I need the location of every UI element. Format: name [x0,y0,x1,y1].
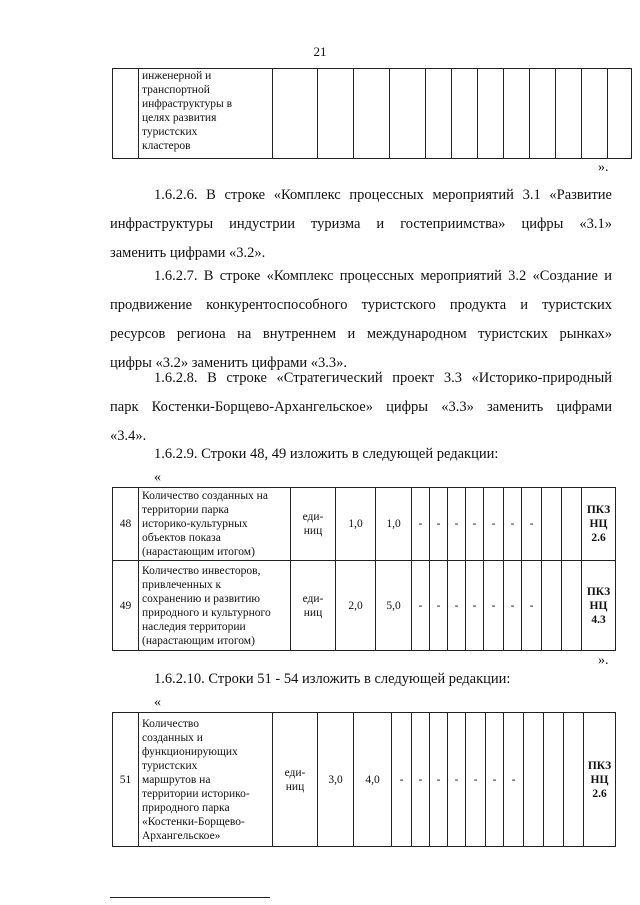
unit-line: еди- [302,592,324,605]
dash-cell: - [430,713,448,847]
dash-cell: - [392,713,412,847]
code-line: ПКЗ [586,585,611,598]
table-cell [390,69,426,159]
dash-cell: - [466,561,484,651]
description-line: целях развития [142,112,217,124]
table-cell [504,69,530,159]
description-line: историко-культурных [142,518,248,530]
value-cell: 1,0 [336,488,376,561]
table-cell [354,69,390,159]
dash-cell: - [430,488,448,561]
row-description [139,488,291,561]
unit-line: ниц [303,525,323,537]
paragraph-line: ресурсов региона на внутреннем и международном туристских рынках» [110,326,612,342]
opening-quote: « [154,695,161,710]
paragraph-line: 1.6.2.10. Строки 51 - 54 изложить в следующей редакции: [154,671,511,687]
dash-cell: - [412,713,430,847]
description-line: привлеченных к [142,578,222,591]
row-description [139,561,291,651]
description-line: инфраструктуры в [142,98,233,110]
row-description [139,713,273,847]
table-cell [426,69,452,159]
description-line: (нарастающим итогом) [142,546,255,558]
opening-quote: « [154,470,161,485]
row-number: 51 [113,713,139,847]
dash-cell: - [484,561,504,651]
dash-cell: - [412,561,430,651]
footnote-separator [110,897,270,898]
unit-line: ниц [285,780,305,793]
code-line: 2.6 [591,532,606,544]
closing-quote: ». [598,160,609,175]
paragraph-line: 1.6.2.8. В строке «Стратегический проект 3.3 «Историко-природный [154,370,612,386]
description-line: маршрутов на [142,773,211,786]
continuation-table [112,68,632,159]
description-line: объектов показа [142,532,221,544]
description-line: «Костенки-Борщево- [142,815,245,828]
unit-cell [273,713,318,847]
description-line: Архангельское» [142,829,221,842]
dash-cell: - [448,561,466,651]
paragraph-line: инфраструктуры индустрии туризма и гостеприимства» цифры «3.1» [110,216,612,232]
table-cell [582,69,608,159]
code-line: 2.6 [592,787,607,800]
paragraph-line: продвижение конкурентоспособного туристского продукта и туристских [110,297,612,313]
table-cell [564,713,584,847]
description-line: природного парка [142,801,230,814]
dash-cell: - [504,713,524,847]
unit-cell [291,561,336,651]
table-cell [544,713,564,847]
table-cell [608,69,632,159]
paragraph-line: «3.4». [110,428,147,444]
dash-cell: - [504,561,522,651]
unit-line: ниц [303,606,323,619]
value-cell: 1,0 [376,488,412,561]
table-cell [562,488,582,561]
page-number: 21 [313,44,327,59]
unit-line: еди- [302,511,324,523]
table-cell [524,713,544,847]
paragraph-1-6-2-6 [110,181,612,268]
row-description [139,69,273,159]
description-line: Количество [142,717,199,730]
dash-cell: - [522,488,542,561]
unit-line: еди- [284,766,306,779]
indicators-table-48-49 [112,487,616,651]
table-cell [452,69,478,159]
closing-quote: ». [598,653,609,668]
code-line: 4.3 [591,613,606,626]
description-line: созданных и [142,731,203,744]
unit-cell [291,488,336,561]
dash-cell: - [522,561,542,651]
paragraph-line: 1.6.2.9. Строки 48, 49 изложить в следующей редакции: [154,446,499,462]
program-code-cell [584,713,616,847]
paragraph-line: парк Костенки-Борщево-Архангельское» цифры «3.3» заменить цифрами [110,399,612,415]
value-cell: 2,0 [336,561,376,651]
description-line: Количество инвесторов, [142,564,261,577]
dash-cell: - [466,713,486,847]
program-code-cell [582,561,616,651]
dash-cell: - [448,713,466,847]
code-line: НЦ [589,518,608,530]
dash-cell: - [466,488,484,561]
dash-cell: - [430,561,448,651]
table-row [113,561,616,651]
table-cell [556,69,582,159]
table-cell [113,69,139,159]
value-cell: 4,0 [354,713,392,847]
table-row [113,713,616,847]
paragraph-1-6-2-10 [110,665,612,694]
dash-cell: - [504,488,522,561]
row-number: 48 [113,488,139,561]
indicators-table-51 [112,712,616,847]
dash-cell: - [448,488,466,561]
table-cell [478,69,504,159]
description-line: наследия территории [142,620,246,633]
table-cell [530,69,556,159]
description-line: сохранению и развитию [142,592,260,605]
code-line: ПКЗ [587,759,612,772]
paragraph-1-6-2-9 [110,440,612,469]
code-line: НЦ [590,773,609,786]
paragraph-1-6-2-8 [110,364,612,451]
dash-cell: - [486,713,504,847]
value-cell: 5,0 [376,561,412,651]
description-line: территории парка [142,504,229,516]
description-line: туристских [142,126,198,138]
dash-cell: - [412,488,430,561]
paragraph-line: 1.6.2.6. В строке «Комплекс процессных мероприятий 3.1 «Развитие [154,187,612,203]
value-cell: 3,0 [318,713,354,847]
dash-cell: - [484,488,504,561]
description-line: (нарастающим итогом) [142,634,255,647]
paragraph-line: 1.6.2.7. В строке «Комплекс процессных мероприятий 3.2 «Создание и [154,268,612,284]
code-line: НЦ [589,599,608,612]
code-line: ПКЗ [586,504,611,516]
table-row [113,488,616,561]
paragraph-1-6-2-7 [110,262,612,378]
description-line: Количество созданных на [142,490,268,502]
description-line: природного и культурного [142,606,271,619]
table-cell [542,488,562,561]
description-line: туристских [142,759,198,772]
table-cell [318,69,354,159]
description-line: транспортной [142,84,210,96]
description-line: инженерной и [142,70,212,82]
paragraph-line: цифры «3.2» заменить цифрами «3.3». [110,355,348,371]
paragraph-line: заменить цифрами «3.2». [110,245,266,261]
table-cell [273,69,318,159]
table-cell [542,561,562,651]
description-line: территории историко- [142,787,250,800]
row-number: 49 [113,561,139,651]
table-cell [562,561,582,651]
description-line: функционирующих [142,745,238,758]
program-code-cell [582,488,616,561]
description-line: кластеров [142,140,191,152]
